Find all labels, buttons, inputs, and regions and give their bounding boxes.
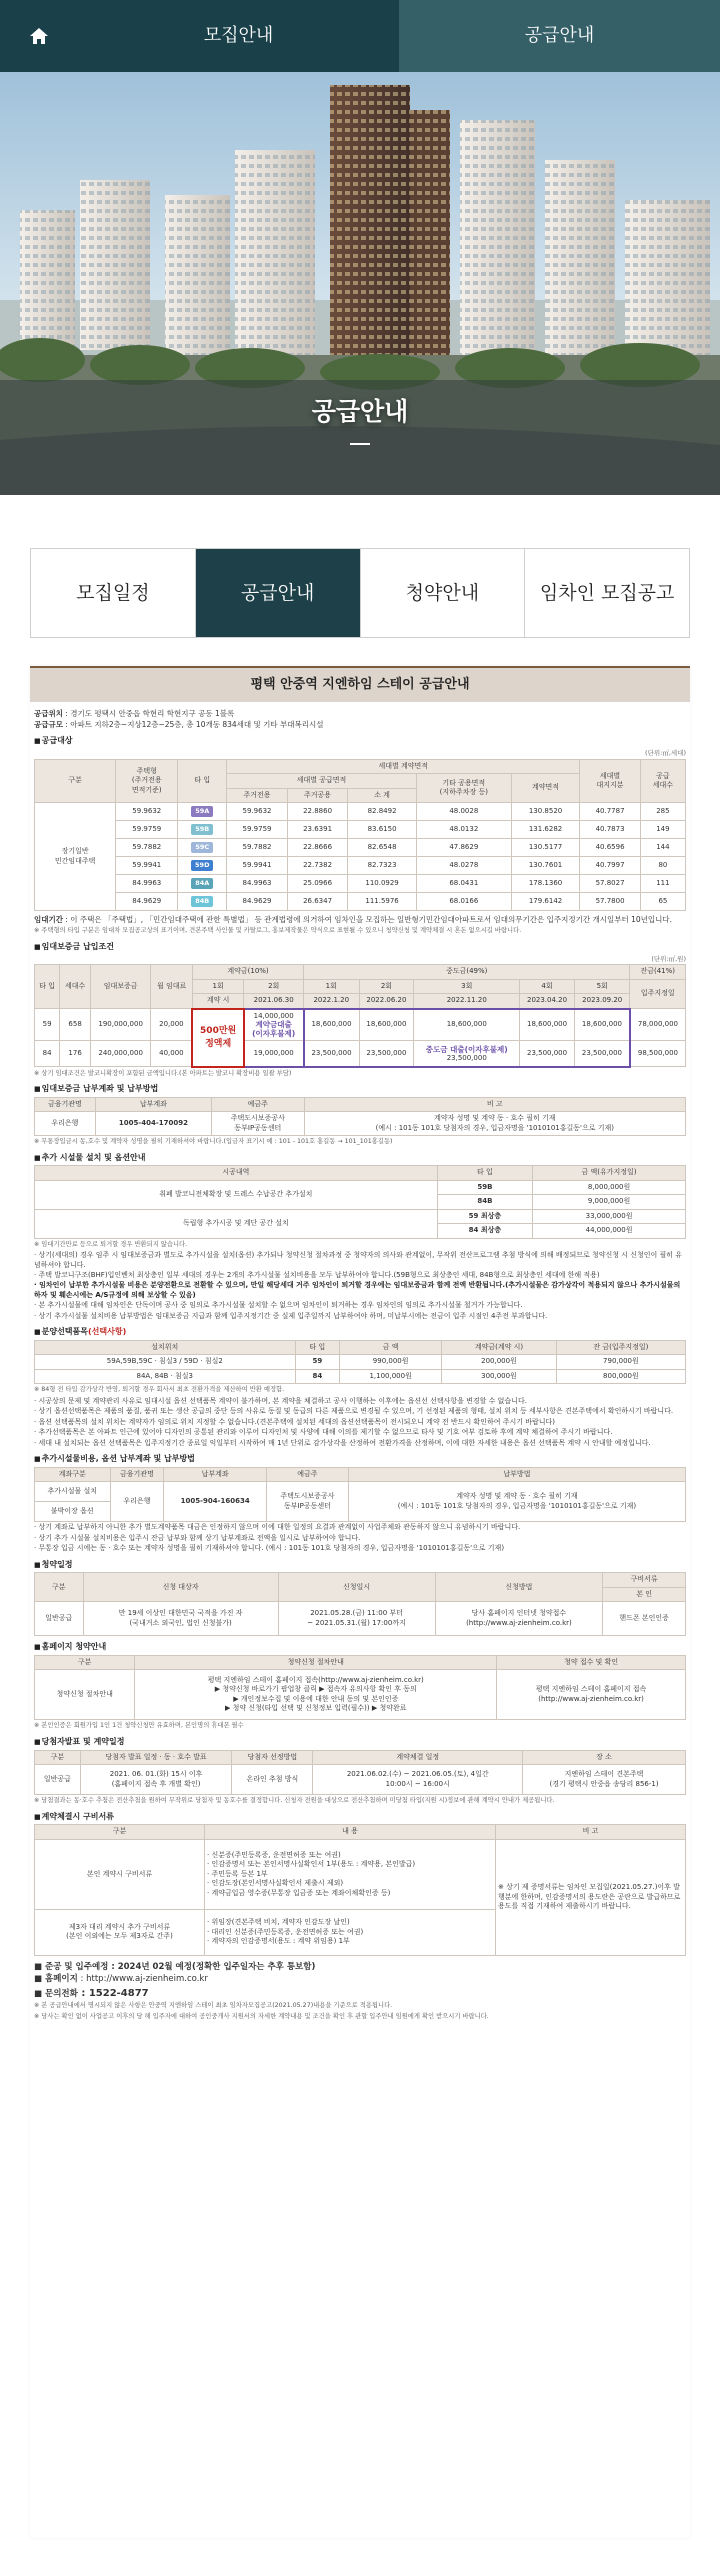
footer-info: ■ 준공 및 입주예정 : 2024년 02월 예정(정확한 입주일자는 추후 통보함) ■ 홈페이지 : http://www.aj-zienheim.co.kr ■ 문의전화 : 1522-4877 ※ 본 공급안내에서 명시되지 않은 사항은 안중역 지엔하임 스테이 최초 임차자모집공고(2021.05.27)내용을 기준으로 적용됩니다. ※ 당사는 확인 없이 사업공고 이후의 당 해 입주자에 대하여 공인중개사 지원서의 자세한 계약내용 및 조건을 확인 후 관할 입주안내 임원에게 확인 받으시기 바랍니다. [34,1961,489,2020]
option-account-table: 계좌구분 금융기관명 납부계좌 예금주 납부방법 추가시설물 설치 우리은행 1005-904-160634 주택도시보증공사 동부IP공동센터 계약자 성명 및 계약 동 · 호수 필히 기재 (예시 : 101동 101호 당첨자의 경우, 입금자명을 '1010101홍길동'으로 기재) 붙박이장 옵션 [34,1467,686,1522]
apply-table: 구분 신청 대상자 신청일시 신청방법 구비서류 본 인 일반공급 만 19세 이상인 대한민국 국적을 가진 자 (국내거소 외국인, 법인 신청불가) 2021.05.28.(금) 11:00 부터 ~ 2021.05.31.(월) 17:00까지 당사 홈페이지 인터넷 청약접수 (http://www.aj-zienheim.co.kr) 핸드폰 본인인증 [34,1572,686,1636]
lease-line: 임대기간 : 이 주택은 「주택법」, 「민간임대주택에 관한 특별법」 등 관계법령에 의거하여 임차인을 모집하는 일반형기민간임대아파트로서 임대의무기간은 입주지정기간 개시일부터 10년입니다. [34,915,672,925]
select-option-title: ■ 분양선택품목(선택사항) [34,1327,686,1338]
option-notes: ※ 임대기간만료 등으로 퇴거할 경우 반환되지 않습니다. · 상기(세대의) 경우 임주 시 임대보증금과 별도로 추가시설을 설치(옵션) 추가되나 청약신청 절차과정 중 청약자의 의사와 관계없이, 무작위 전산프로그램 추첨 방식에 의해 배정되므로 청약신청 시 신청인이 필히 유념하셔야 합니다. · 주택 발코니구조(BHF)입인벤처 최상층인 일부 세대의 경우는 2개의 추가시설물 설치비용을 모두 납부하여야 합니다.(59B형으로 최상층인 세대, 84B형으로 최상층인 세대에 한해 적용) · 임차인이 납부한 추가시설물 비용은 분양전환으로 전환할 수 있으며, 만일 해당세대 거주 임차인이 퇴거할 경우에는 임대보증금과 함께 전액 반환됩니다.(추가시설물은 감가상각이 적용되지 않으나 추가시설물의 하자 및 훼손시에는 A/S규정에 의해 보상할 수 있음) · 본 추가시설물에 대해 임차인은 단독이며 공사 중 임의로 추가시설물 설치할 수 없으며 임차인이 퇴거하는 경우 임차인의 임의로 추가시설물 철거가 가능합니다. · 상기 추가시설물 설치비용 납부방법은 임대보증금 지급과 함께 입주지정기간 중 실제 입주일까지 납부하여야 하며, 미납부시에는 전금이 입주 시점인 4주전 부과합니다. [34,1240,682,1320]
hero-underline [350,443,370,445]
supply-row: 84.9963 84A 84.9963 25.0966 110.0929 68.0431 178.1360 57.8027 111 [35,875,686,893]
home-button[interactable] [0,0,78,72]
option-title: ■ 추가 시설물 설치 및 옵션안내 [34,1153,686,1164]
fixed-deposit-box: 500만원 정액제 [192,1009,243,1067]
lease-note: ※ 주택형의 타입 구분은 임대차 모집공고상의 표기이며, 견본주택 사인물 및 카탈로그, 홍보제작물은 약식으로 표현될 수 있으니 청약신청 및 계약체결 시 혼돈 없으시길 바랍니다. [34,927,522,935]
deposit-title: ■ 임대보증금 납입조건 [34,942,686,953]
type-badge: 59D [191,860,213,871]
result-title: ■ 당첨자발표 및 계약일정 [34,1737,686,1748]
option-account-notes: · 상기 계좌로 납부하지 아니한 추가 별도계약품목 대금은 인정하지 않으며 이에 대한 일정의 요결과 관계없이 사업주체와 관동하지 않으니 유념하시기 바랍니다. · 상기 추가 시설물 설치비용은 입주시 잔금 납부와 함께 상기 납부계좌로 전액을 일시로 납부하여야 합니다. · 무통장 입금 시에는 동 · 호수 또는 계약자 성명을 필히 기재하셔야 합니다. (예시 : 101동 101호 당첨자의 경우, 입금자명을 '1010101홍길동'으로 기재) [34,1523,521,1553]
supply-row: 59.9941 59D 59.9941 22.7382 82.7323 48.0278 130.7601 40.7997 80 [35,857,686,875]
account-title: ■ 임대보증금 납부계좌 및 납부방법 [34,1084,686,1095]
unit-label: (단위:㎡,세대) [645,749,686,758]
mid-loan-label: 중도금 대출(이자후불제) [425,1044,508,1054]
select-option-notes: ※ 84형 전 타입 감가상각 반영, 퇴거할 경우 회사서 최초 전환가격을 제산하여 반환 예정함. · 시공상의 문제 및 계약관리 사유로 임대시설 옵션 선택품목 계약이 불가하며, 본 계약을 체결하고 공사 이행하는 이후에는 옵션선 선택사항을 변경할 수 없습니다. · 상기 옵션선택품목은 제품의 품질, 품귀 또는 생산 공급의 중단 등의 사유로 동질 및 동급의 다른 제품으로 변경될 수 있으며, 기 선정된 제품의 형태, 설치 위치 등 세부사항은 견본주택에서 확인하시기 바랍니다. · 옵션 선택품목의 설치 위치는 계약자가 임의로 위치 지정할 수 없습니다.(견본주택에 설치된 세대의 옵션선택품목이 전시되오니 계약 전 반드시 확인하여 주시기 바랍니다) · 추가선택품목은 본 아파트 인근에 있어야 디자인의 공통된 관리와 이루어 디자인처 및 사양에 대해 이의를 제기할 수 없으므로 타사 및 기호 여부 검토하 후에 계약 체결하여 주시기 바랍니다. · 세대 내 설치되는 옵션 선택품목은 입주지정기간 종료일 익일부터 시작하여 매 1년 단위로 감가상각을 산정하여 전환가격을 산정하며, 이에 대한 자세한 내용은 옵션 선택품목 계약 시 안내할 예정입니다. [34,1386,674,1447]
breadcrumb-recruit[interactable]: 모집안내 [203,25,274,46]
supply-notice [30,666,690,2538]
hp-note: ※ 본인인증은 회원가입 1인 1건 청약신청만 유효하며, 본인명의 휴대폰 필수 [34,1722,244,1730]
type-badge: 84B [191,896,213,907]
location-line: 공급위치 : 경기도 평택시 안중읍 학현리 학현지구 공동 1블록 [34,709,235,718]
home-icon [29,26,49,46]
unit-label-2: (단위:㎡,원) [651,954,686,963]
deposit-note: ※ 상기 임대조건은 발코니확장이 포함된 금액입니다.(본 아파트는 발코니 확장비용 일괄 부담) [34,1069,292,1077]
option-account-title: ■ 추가시설물비용, 옵션 납부계좌 및 납부방법 [34,1454,686,1465]
contract-loan-label: 계약금대출 (이자후불제) [252,1020,296,1039]
breadcrumb-supply[interactable]: 공급안내 [399,0,720,72]
notice-title: 평택 안중역 지엔하임 스테이 공급안내 [30,666,690,702]
account-table: 금융기관명 납부계좌 예금주 비 고 우리은행 1005-404-170092 주택도시보증공사 동부IP공동센터 계약자 성명 및 계약 동 · 호수 필히 기재 (예시 : 101동 101호 당첨자의 경우, 입금자명을 '1010101홍길동'으로 기재) [34,1097,686,1136]
scale-line: 공급규모 : 아파트 지하2층~지상12층~25층, 총 10개동 834세대 및 기타 부대복리시설 [34,720,324,730]
hp-table: 구분 청약신청 절차안내 청약 접수 및 확인 청약신청 절차안내 평택 지엔하임 스테이 홈페이지 접속(http://www.aj-zienheim.co.kr) ▶ 청약신청 바로가기 팝업창 클릭 ▶ 접속자 유의사항 확인 후 동의 ▶ 개인정보수집 및 이용에 대한 안내 동의 및 본인인증 ▶ 청약 신청(타입 선택 및 신청정보 입력(필수)) ▶ 청약완료 평택 지엔하임 스테이 홈페이지 접속 (http://www.aj-zienheim.co.kr) [34,1655,686,1720]
tab-schedule[interactable]: 모집일정 [31,549,196,637]
hp-title: ■ 홈페이지 청약안내 [34,1642,686,1653]
hero-banner [0,0,720,495]
deposit-table: 타 입 세대수 임대보증금 월 임대료 계약금(10%) 중도금(49%) 잔금(41%) 1회 2회 1회 2회 3회 4회 5회 입주지정일 계약 시 2021.06.30 2022.1.20 2022.06.20 2022.11.20 2023.04.20 2023.09.20 59 658 190,000,000 20,000 500만원 정액제 14,000,000 계약금대출 (이자후불제) 18,600,000 18,600,000 18,600,000 18,600,000 18,600,000 78,000,000 84 176 240,000,000 40,000 19,000,000 23,500,000 23,500,000 중도금 대출(이자후불제) 23,500,000 23,500,000 23,500,000 98,500,000 [34,964,686,1067]
hero-title: 공급안내 [311,397,409,426]
tab-notice[interactable]: 임차인 모집공고 [539,582,675,604]
sub-tabs [30,548,690,638]
result-table: 구분 당첨자 발표 일정 · 동 · 호수 발표 당첨자 선정방법 계약체결 일정 장 소 일반공급 2021. 06. 01.(화) 15시 이후 (홈페이지 접속 후 개별 확인) 온라인 추첨 방식 2021.06.02.(수) ~ 2021.06.05.(토), 4일간 10:00시 ~ 16:00시 지엔하임 스테이 견본주택 (경기 평택시 안중읍 송담리 856-1) [34,1750,686,1795]
supply-table: 구분 주택형 (주거전용 면적기준) 타 입 세대별 계약면적 세대별 대지지분 공급 세대수 세대별 공급면적 기타 공용면적 (지하주차장 등) 계약면적 주거전용 주거공용 소 계 장기일반 민간임대주택 59.9632 59A 59.9632 22.8860 82.8492 48.0028 130.8520 40.7787 285 59.9759 59B 59.9759 23.6391 83.6150 48.0132 131.6282 40.7873 149 59.7882 59C 59.7882 22.8666 82.6548 47.8629 130.5177 40.6596 144 59.9941 59D 59.9941 22.7382 82.7323 48.0278 130.7601 40.7997 80 84.9963 84A 84.9963 25.0966 110.0929 68.0431 178.1360 57.8027 111 84.9629 84B 84.9629 26.6347 111.5976 68.0166 179.6142 57.7800 65 [34,759,686,911]
target-title: ■ 공급대상 [34,736,686,747]
top-nav [0,0,720,72]
option-table: 시공내역 타 입 금 액(유가지정일) 취폐 발코니전체확장 및 드레스 수납공간 추가설치 59B 8,000,000원 84B 9,000,000원 독립형 추가시공 및 계단 공간 설치 59 최상층 33,000,000원 84 최상층 44,000,000원 [34,1165,686,1238]
type-badge: 59C [191,842,213,853]
type-badge: 84A [191,878,213,889]
type-badge: 59B [191,824,213,835]
result-note: ※ 당첨결과는 동·호수 추첨은 전산추첨을 원하여 무작위로 당첨자 및 동호수를 결정합니다. 신청자 전원을 대상으로 전산추첨하며 미당첨 타입(지원 시)정보에 관해 계약시 안내가 제공됩니다. [34,1797,555,1805]
select-option-table: 설치위치 타 입 금 액 계약금(계약 시) 잔 금(입주지정일) 59A,59B,59C · 침실3 / 59D · 침실2 59 990,000원 200,000원 790,000원 84A, 84B · 침실3 84 1,100,000원 300,000원 800,000원 [34,1340,686,1384]
account-note: ※ 무통장입금시 동,호수 및 계약자 성명을 필히 기재하셔야 바랍니다.(입금자 표기시 예 : 101 - 101호 홍길동 → 101_101홍길동) [34,1138,393,1146]
docs-title: ■ 계약체결시 구비서류 [34,1812,686,1823]
supply-row: 84.9629 84B 84.9629 26.6347 111.5976 68.0166 179.6142 57.7800 65 [35,893,686,911]
supply-row: 59.9759 59B 59.9759 23.6391 83.6150 48.0132 131.6282 40.7873 149 [35,821,686,839]
supply-row: 장기일반 민간임대주택 59.9632 59A 59.9632 22.8860 82.8492 48.0028 130.8520 40.7787 285 [35,803,686,821]
homepage-link[interactable]: : http://www.aj-zienheim.co.kr [77,1974,208,1985]
tab-supply[interactable]: 공급안내 [196,549,361,637]
type-badge: 59A [191,806,213,817]
docs-table: 구분 내 용 비 고 본인 계약시 구비서류 · 신분증(주민등록증, 운전면허증 또는 여권) · 인감증명서 또는 본인서명사실확인서 1부(용도 : 계약용, 본인발급) · 주민등록 등본 1부 · 인감도장(본인서명사실확인서 제출시 제외) · 계약금입금 영수증(무통장 입금증 또는 계좌이체확인증 등) ※ 상기 제 증명서류는 임차인 모집일(2021.05.27.)이후 발행분에 한하며, 인감증명서의 용도란은 공란으로 발급하므로 용도를 직접 기재하여 제출하시기 바랍니다. 제3자 대리 계약시 추가 구비서류 (본인 이외에는 모두 제3자로 간주) · 위임장(견본주택 비치, 계약자 인감도장 날인) · 대리인 신분증(주민등록증, 운전면허증 또는 여권) · 계약자의 인감증명서(용도 : 계약 위임용) 1부 [34,1824,686,1955]
apply-title: ■ 청약일정 [34,1560,686,1571]
tab-apply[interactable]: 청약안내 [361,549,526,637]
supply-row: 59.7882 59C 59.7882 22.8666 82.6548 47.8629 130.5177 40.6596 144 [35,839,686,857]
